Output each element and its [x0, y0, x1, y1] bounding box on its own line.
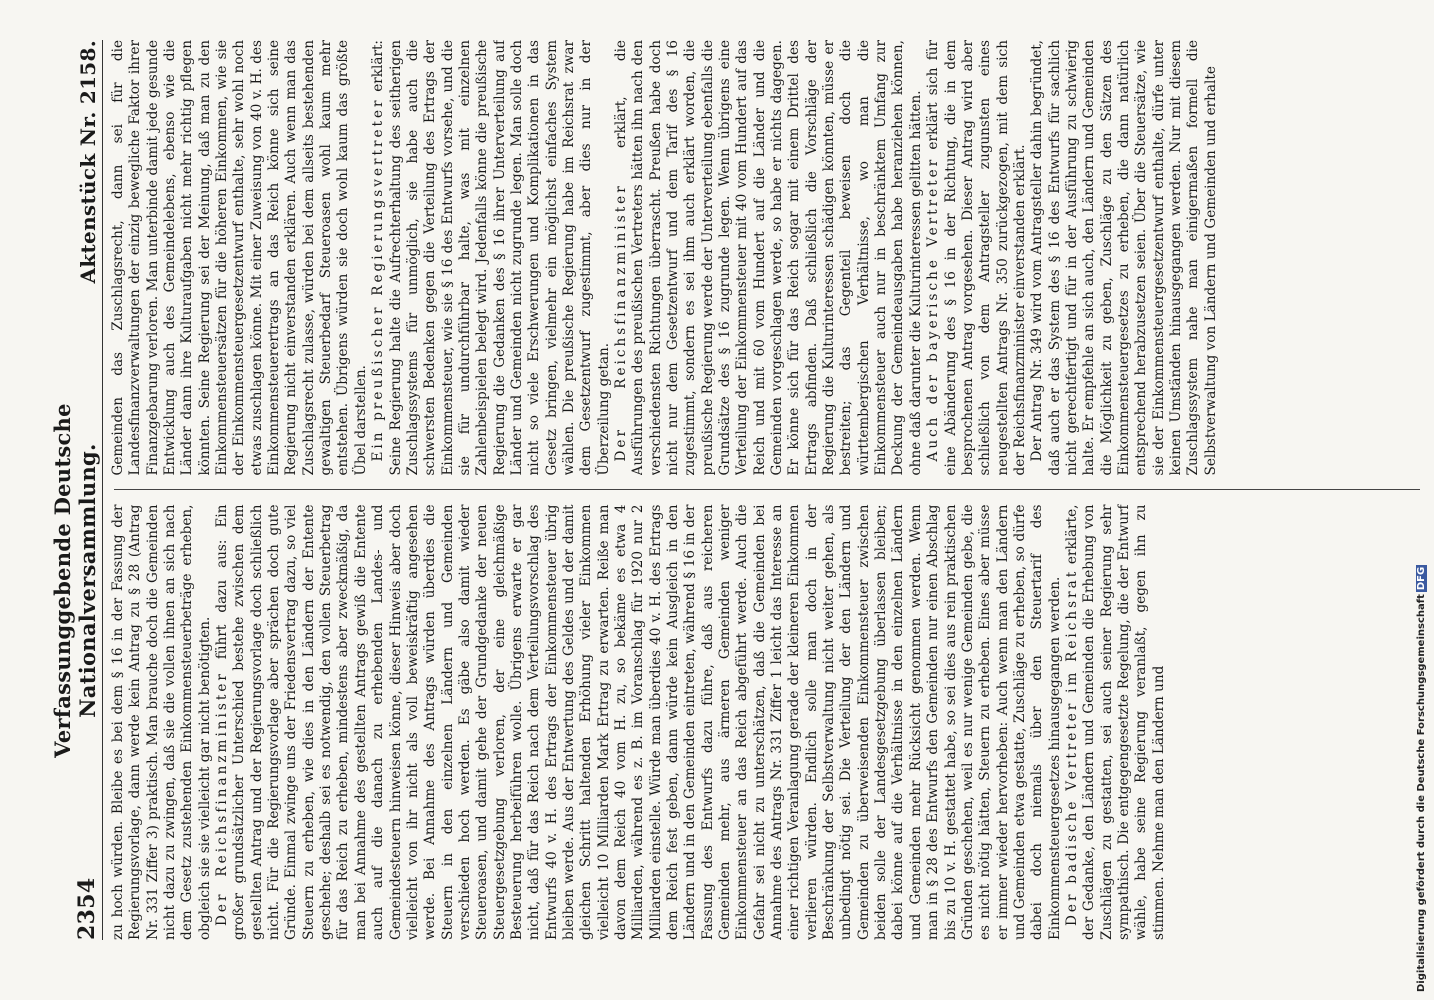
paragraph-text: zu hoch würden. Bleibe es bei dem § 16 in der Fassung der Regierungsvorlage, dann werde kein Antrag zu § 28 (Antrag Nr. 331 Ziffer 3) praktisch. Man brauche doch die Gemeinden nicht dazu zu zwingen, daß sie die vollen ihnen an sich nach dem Gesetz zustehenden Einkommensteuerbeträge erheben, obgleich sie sie vielleicht gar nicht benötigten.	[110, 504, 213, 940]
speaker-name: Der Reichsfinanzminister	[612, 183, 629, 462]
speaker-name: Auch der bayerische Vertreter	[925, 156, 942, 462]
header-rule	[102, 40, 103, 940]
paragraph-text: erklärt, die Ausführungen des preußischen Vertreters hätten ihn nach den verschiedensten Richtungen überrascht. Preußen habe doch nicht nur dem Gesetzentwurf und dem Tarif des § 16 zugestimmt, sondern es sei ihm auch erklärt worden, die preußische Regierung werde der Unterverteilung ebenfalls die Grundsätze des § 16 zugrunde legen. Wenn übrigens eine Verteilung der Einkommensteuer mit 40 vom Hundert auf das Reich und mit 60 vom Hundert auf die Länder und die Gemeinden vorgeschlagen werde, so habe er nichts dagegen. Er könne sich für das Reich sogar mit einem Drittel des Ertrags abfinden. Daß schließlich die Vorschläge der Regierung die Kulturinteressen schädigen könnten, müsse er bestreiten; das Gegenteil beweisen doch die württembergischen Verhältnisse, wo man die Einkommensteuer auch nur in beschränktem Umfang zur Deckung der Gemeindeausgaben habe heranziehen können, ohne daß darunter die Kulturinteressen gelitten hätten.	[612, 40, 924, 476]
dfg-badge: DFG	[1416, 566, 1427, 591]
text-column-right	[110, 40, 1420, 476]
speaker-name: Der Reichsfinanzminister	[214, 671, 231, 926]
text-columns	[110, 40, 1420, 940]
speaker-name: Ein preußischer Regierungsvertreter	[370, 97, 387, 462]
paragraph	[110, 505, 214, 941]
paragraph	[925, 40, 1029, 476]
page-number: 2354	[74, 877, 100, 940]
column-divider	[114, 490, 1420, 491]
page-header	[50, 40, 100, 940]
paragraph-text: Gemeinden das Zuschlagsrecht, dann sei für die Landesfinanzverwaltungen der einzig bewegliche Faktor ihrer Finanzgebarung verloren. Man unterbinde damit jede gesunde Entwicklung auch des Gemeindelebens, ebenso wie die Länder dann ihre Kulturaufgaben nicht mehr richtig pflegen könnten. Seine Regierung sei der Meinung, daß man zu den Einkommensteuersätzen für die höheren Einkommen, wie sie der Einkommensteuergesetzentwurf enthalte, sehr wohl noch etwas zuschlagen könne. Mit einer Zuweisung von 40 v. H. des Einkommensteuerertrags an das Reich könne sich seine Regierung nicht einverstanden erklären. Auch wenn man das Zuschlagsrecht zulasse, würden bei dem allseits bestehenden gewaltigen Steuerbedarf Steueroasen wohl kaum mehr entstehen. Übrigens würden sie doch wohl kaum das größte Übel darstellen.	[110, 40, 369, 476]
speaker-name: Der badische Vertreter im Reichsrat	[1063, 568, 1080, 926]
digitization-note-text: Digitalisierung gefördert durch die Deutsche Forschungsgemeinschaft	[1416, 594, 1427, 992]
paragraph	[1029, 40, 1220, 476]
rotated-page	[50, 40, 1434, 940]
paragraph	[613, 40, 925, 476]
paragraph	[110, 40, 370, 476]
paragraph-text: erklärt: Seine Regierung halte die Aufrechterhaltung des seitherigen Zuschlagssystems für unmöglich, sie habe auch die schwersten Bedenken gegen die Verteilung des Ertrags der Einkommensteuer, wie sie § 16 des Entwurfs vorsehe, und die sie für undurchführbar halte, was mit einzelnen Zahlenbeispielen belegt wird. Jedenfalls könne die preußische Regierung die Gedanken des § 16 ihrer Unterverteilung auf Länder und Gemeinden nicht zugrunde legen. Man solle doch nicht so viele Erschwerungen und Komplikationen in das Gesetz bringen, vielmehr ein möglichst einfaches System wählen. Die preußische Regierung habe im Reichsrat zwar dem Gesetzentwurf zugestimmt, aber dies nur in der Überzeilung getan.	[370, 40, 612, 476]
paragraph	[370, 40, 613, 476]
paragraph-text: erklärt sich für eine Abänderung des § 16 in der Richtung, die in dem besprochenen Antrag vorgesehen. Dieser Antrag wird aber schließlich von dem Antragsteller zugunsten eines neugestellten Antrags Nr. 350 zurückgezogen, mit dem sich der Reichsfinanzminister einverstanden erklärt.	[925, 40, 1028, 476]
paragraph	[1064, 505, 1168, 941]
page-title: Verfassunggebende Deutsche Nationalversammlung.	[50, 403, 100, 758]
paragraph-text: führt dazu aus: Ein großer grundsätzlicher Unterschied bestehe zwischen dem gestellten Antrag und der Regierungsvorlage doch schließlich nicht. Für die Regierungsvorlage aber sprächen doch gute Gründe. Einmal zwinge uns der Friedensvertrag dazu, so viel Steuern zu erheben, wie dies in den Ländern der Entente geschehe; deshalb sei es notwendig, den vollen Steuerbetrag für das Reich zu erheben, mindestens aber zweckmäßig, da man bei Annahme des gestellten Antrags gewiß die Entente auch auf die danach zu erhebenden Landes- und Gemeindesteuern hinweisen könne, dieser Hinweis aber doch vielleicht von ihr nicht als voll beweiskräftig angesehen werde. Bei Annahme des Antrags würden überdies die Steuern in den einzelnen Ländern und Gemeinden verschieden hoch werden. Es gäbe also damit wieder Steueroasen, und damit gehe der Grundgedanke der neuen Steuergesetzgebung verloren, der eine gleichmäßige Besteuerung herbeiführen wolle. Übrigens erwarte er gar nicht, daß für das Reich nach dem Verteilungsvorschlag des Entwurfs 40 v. H. des Ertrags der Einkommensteuer übrig bleiben werde. Aus der Entwertung des Geldes und der damit gleichen Schritt haltenden Erhöhung vieler Einkommen vielleicht 10 Milliarden Mark Ertrag zu erwarten. Reiße man davon dem Reich 40 vom H. zu, so bekäme es etwa 4 Milliarden, während es z. B. im Voranschlag für 1920 nur 2 Milliarden einstelle. Würde man überdies 40 v. H. des Ertrags dem Reich fest geben, dann würde kein Ausgleich in den Ländern und in den Gemeinden eintreten, während § 16 in der Fassung des Entwurfs dazu führe, daß aus reicheren Gemeinden mehr, aus ärmeren Gemeinden weniger Einkommensteuer an das Reich abgeführt werde. Auch die Gefahr sei nicht zu unterschätzen, daß die Gemeinden bei Annahme des Antrags Nr. 331 Ziffer 1 leicht das Interesse an einer richtigen Veranlagung gerade der kleineren Einkommen verlieren würden. Endlich solle man doch in der Beschränkung der Selbstverwaltung nicht weiter gehen, als unbedingt nötig sei. Die Verteilung der den Ländern und Gemeinden zu überweisenden Einkommensteuer zwischen beiden solle der Landesgesetzgebung überlassen bleiben; dabei könne auf die Verhältnisse in den einzelnen Ländern und Gemeinden mehr Rücksicht genommen werden. Wenn man in § 28 des Entwurfs den Gemeinden nur einen Abschlag bis zu 10 v. H. gestattet habe, so sei dies aus rein praktischen Gründen geschehen, weil es nur wenige Gemeinden gebe, die es nicht nötig hätten, Steuern zu erheben. Eines aber müsse er immer wieder hervorheben: Auch wenn man den Ländern und Gemeinden etwa gestatte, Zuschläge zu erheben, so dürfe dabei doch niemals über den Steuertarif des Einkommensteuergesetzes hinausgegangen werden.	[214, 504, 1063, 940]
paragraph-text: erklärte, der Gedanke, den Ländern und Gemeinden die Erhebung von Zuschlägen zu gestatten, sei auch seiner Regierung sehr sympathisch. Die entgegengesetzte Regelung, die der Entwurf wähle, habe seine Regierung veranlaßt, gegen ihn zu stimmen. Nehme man den Ländern und	[1063, 504, 1167, 940]
paragraph	[214, 505, 1064, 941]
paragraph-text: Der Antrag Nr. 349 wird vom Antragsteller dahin begründet, daß auch er das System des § 16 des Entwurfs für sachlich nicht gerechtfertigt und für in der Ausführung zu schwierig halte. Er empfehle an sich auch, den Ländern und Gemeinden die Möglichkeit zu geben, Zuschläge zu den Sätzen des Einkommensteuergesetzes zu erheben, die dann natürlich entsprechend herabzusetzen seien. Über die Steuersätze, wie sie der Einkommensteuergesetzentwurf enthalte, dürfe unter keinen Umständen hinausgegangen werden. Nur mit diesem Zuschlagssystem nahe man einigermaßen formell die Selbstverwaltung von Ländern und Gemeinden und erhalte	[1029, 40, 1219, 476]
document-reference: Aktenstück Nr. 2158.	[76, 40, 100, 284]
digitization-note	[1416, 565, 1427, 992]
text-column-left	[110, 505, 1420, 941]
